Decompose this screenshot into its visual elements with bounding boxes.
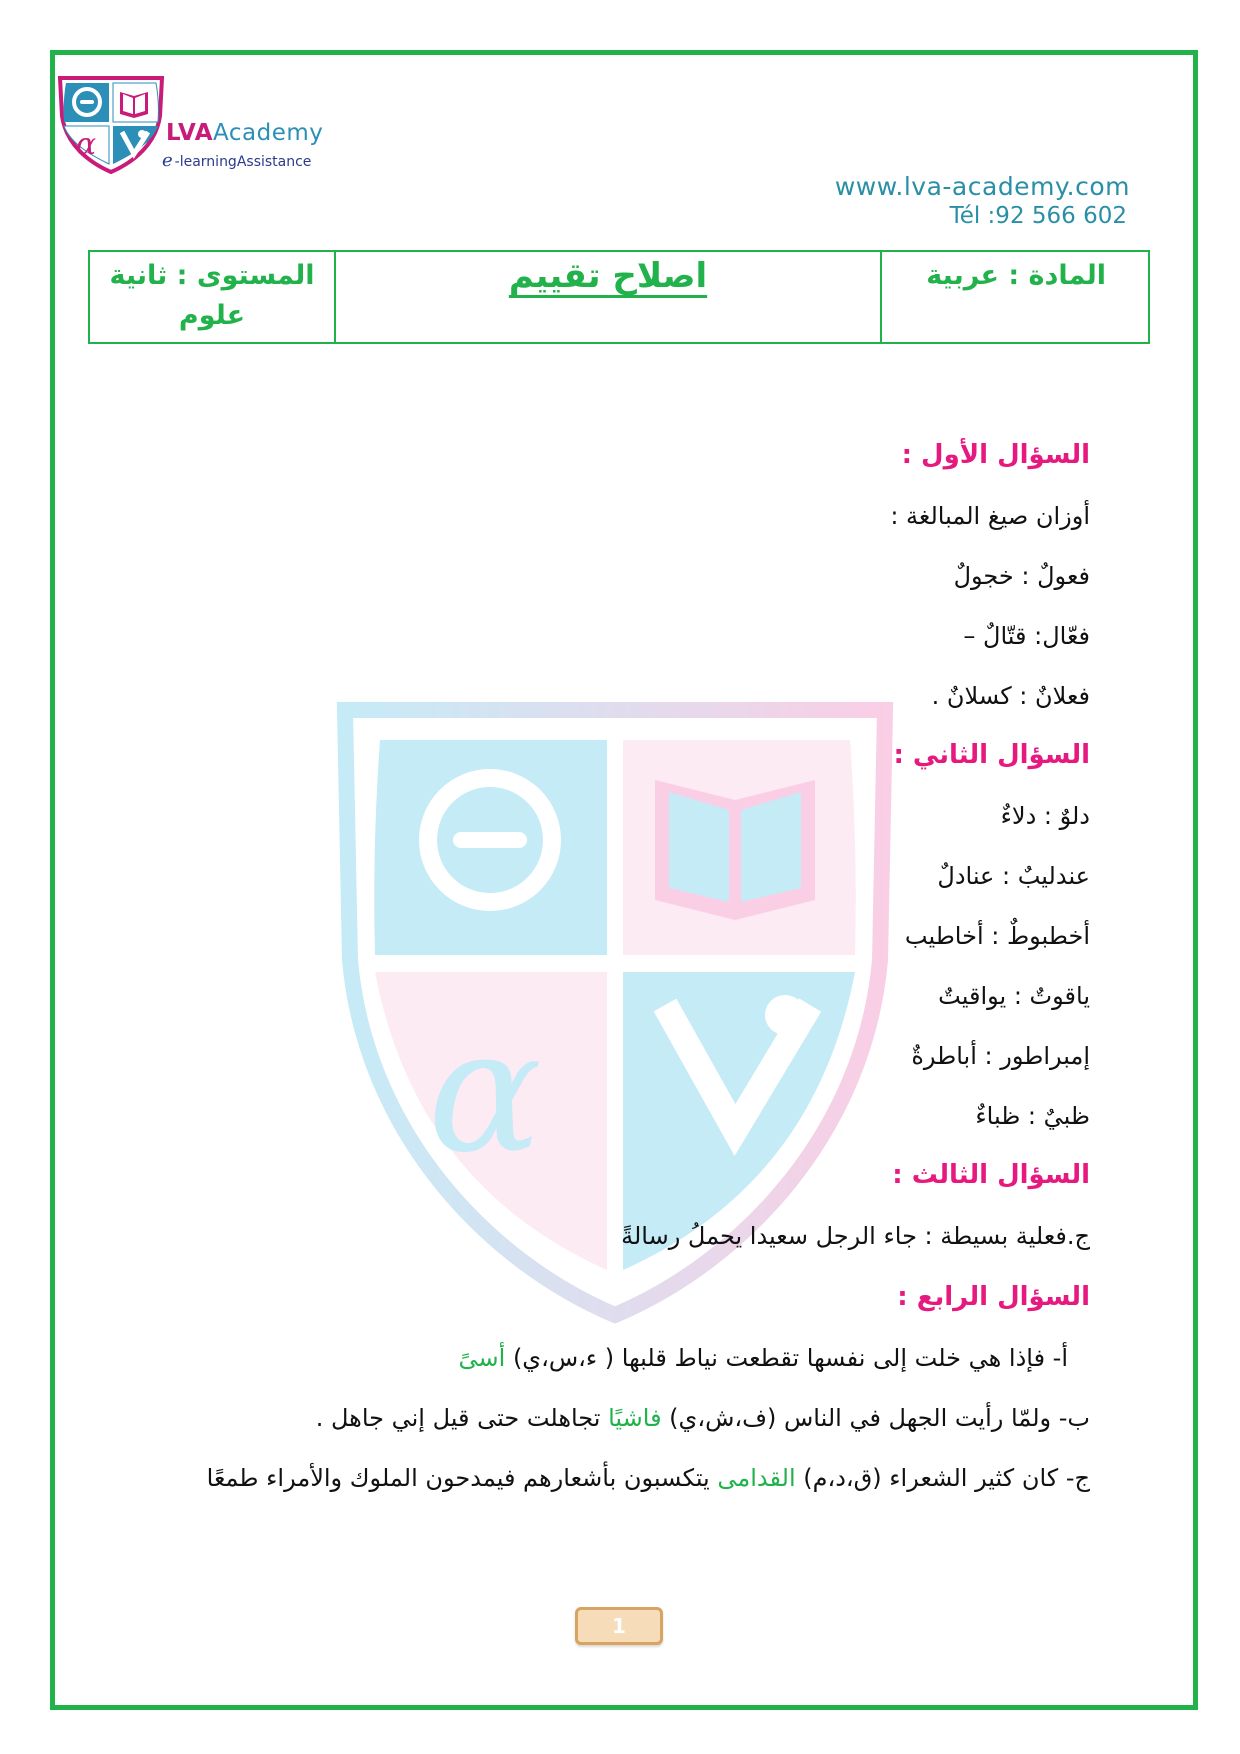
q4-a-answer: أسىً xyxy=(458,1344,506,1372)
title-cell xyxy=(336,252,882,342)
subject-label: المادة : عربية xyxy=(926,260,1106,291)
page-number-badge: 1 xyxy=(575,1607,663,1645)
q4-a-text: أ- فإذا هي خلت إلى نفسها تقطعت نياط قلبها ( ء،س،ي) xyxy=(505,1344,1068,1372)
q3-title: السؤال الثالث : xyxy=(892,1160,1090,1190)
q4-title: السؤال الرابع : xyxy=(897,1282,1090,1312)
level-line2: علوم xyxy=(178,300,246,331)
q2-line-2: عندليبٌ : عنادلٌ xyxy=(937,862,1090,890)
brand-lva: LVA xyxy=(166,120,214,146)
q2-line-1: دلوٌ : دلاءٌ xyxy=(1000,802,1090,830)
brand-tag-rest: -learningAssistance xyxy=(174,154,312,170)
q1-line-4: فعلانٌ : كسلانٌ . xyxy=(931,682,1090,710)
phone-number: Tél :92 566 602 xyxy=(949,203,1127,229)
q2-title: السؤال الثاني : xyxy=(893,740,1090,770)
q1-line-2: فعولٌ : خجولٌ xyxy=(953,562,1090,590)
header-table xyxy=(88,250,1150,344)
brand-tag-e: e xyxy=(162,150,173,171)
q1-line-3: فعّال: قتّالٌ – xyxy=(963,622,1090,650)
brand-tagline xyxy=(162,150,311,171)
q2-line-5: إمبراطور : أباطرةٌ xyxy=(911,1042,1090,1070)
q4-answer-a xyxy=(459,1344,1068,1372)
q2-line-4: ياقوتٌ : يواقيتٌ xyxy=(938,982,1090,1010)
website-link[interactable]: www.lva-academy.com xyxy=(834,172,1130,201)
q4-c-text: ج- كان كثير الشعراء (ق،د،م) xyxy=(795,1464,1090,1492)
q4-c-answer: القدامى xyxy=(717,1464,796,1492)
level-line1: المستوى : ثانية xyxy=(109,260,315,291)
subject-cell xyxy=(882,252,1148,342)
q2-line-3: أخطبوطٌ : أخاطيب xyxy=(904,922,1090,950)
brand-name xyxy=(166,120,323,146)
contact-block xyxy=(835,172,1130,229)
q4-b-rest: تجاهلت حتى قيل إني جاهل . xyxy=(315,1404,609,1432)
q1-line-1: أوزان صيغ المبالغة : xyxy=(890,502,1090,530)
page-title: اصلاح تقييم xyxy=(508,256,708,296)
q4-b-text: ب- ولمّا رأيت الجهل في الناس (ف،ش،ي) xyxy=(661,1404,1090,1432)
q4-b-answer: فاشيًا xyxy=(608,1404,662,1432)
q4-answer-c xyxy=(207,1464,1090,1492)
svg-text:α: α xyxy=(75,127,97,162)
q4-answer-b xyxy=(316,1404,1090,1432)
q3-line: ج.فعلية بسيطة : جاء الرجل سعيدا يحملُ رسالةً xyxy=(621,1222,1090,1250)
q2-line-6: ظبيٌ : ظباءٌ xyxy=(975,1102,1090,1130)
svg-text:α: α xyxy=(427,993,543,1191)
lva-logo-shield xyxy=(56,74,166,174)
level-cell xyxy=(90,252,336,342)
q4-c-rest: يتكسبون بأشعارهم فيمدحون الملوك والأمراء طمعًا xyxy=(206,1464,718,1492)
brand-academy: Academy xyxy=(213,120,324,146)
q1-title: السؤال الأول : xyxy=(901,440,1090,470)
